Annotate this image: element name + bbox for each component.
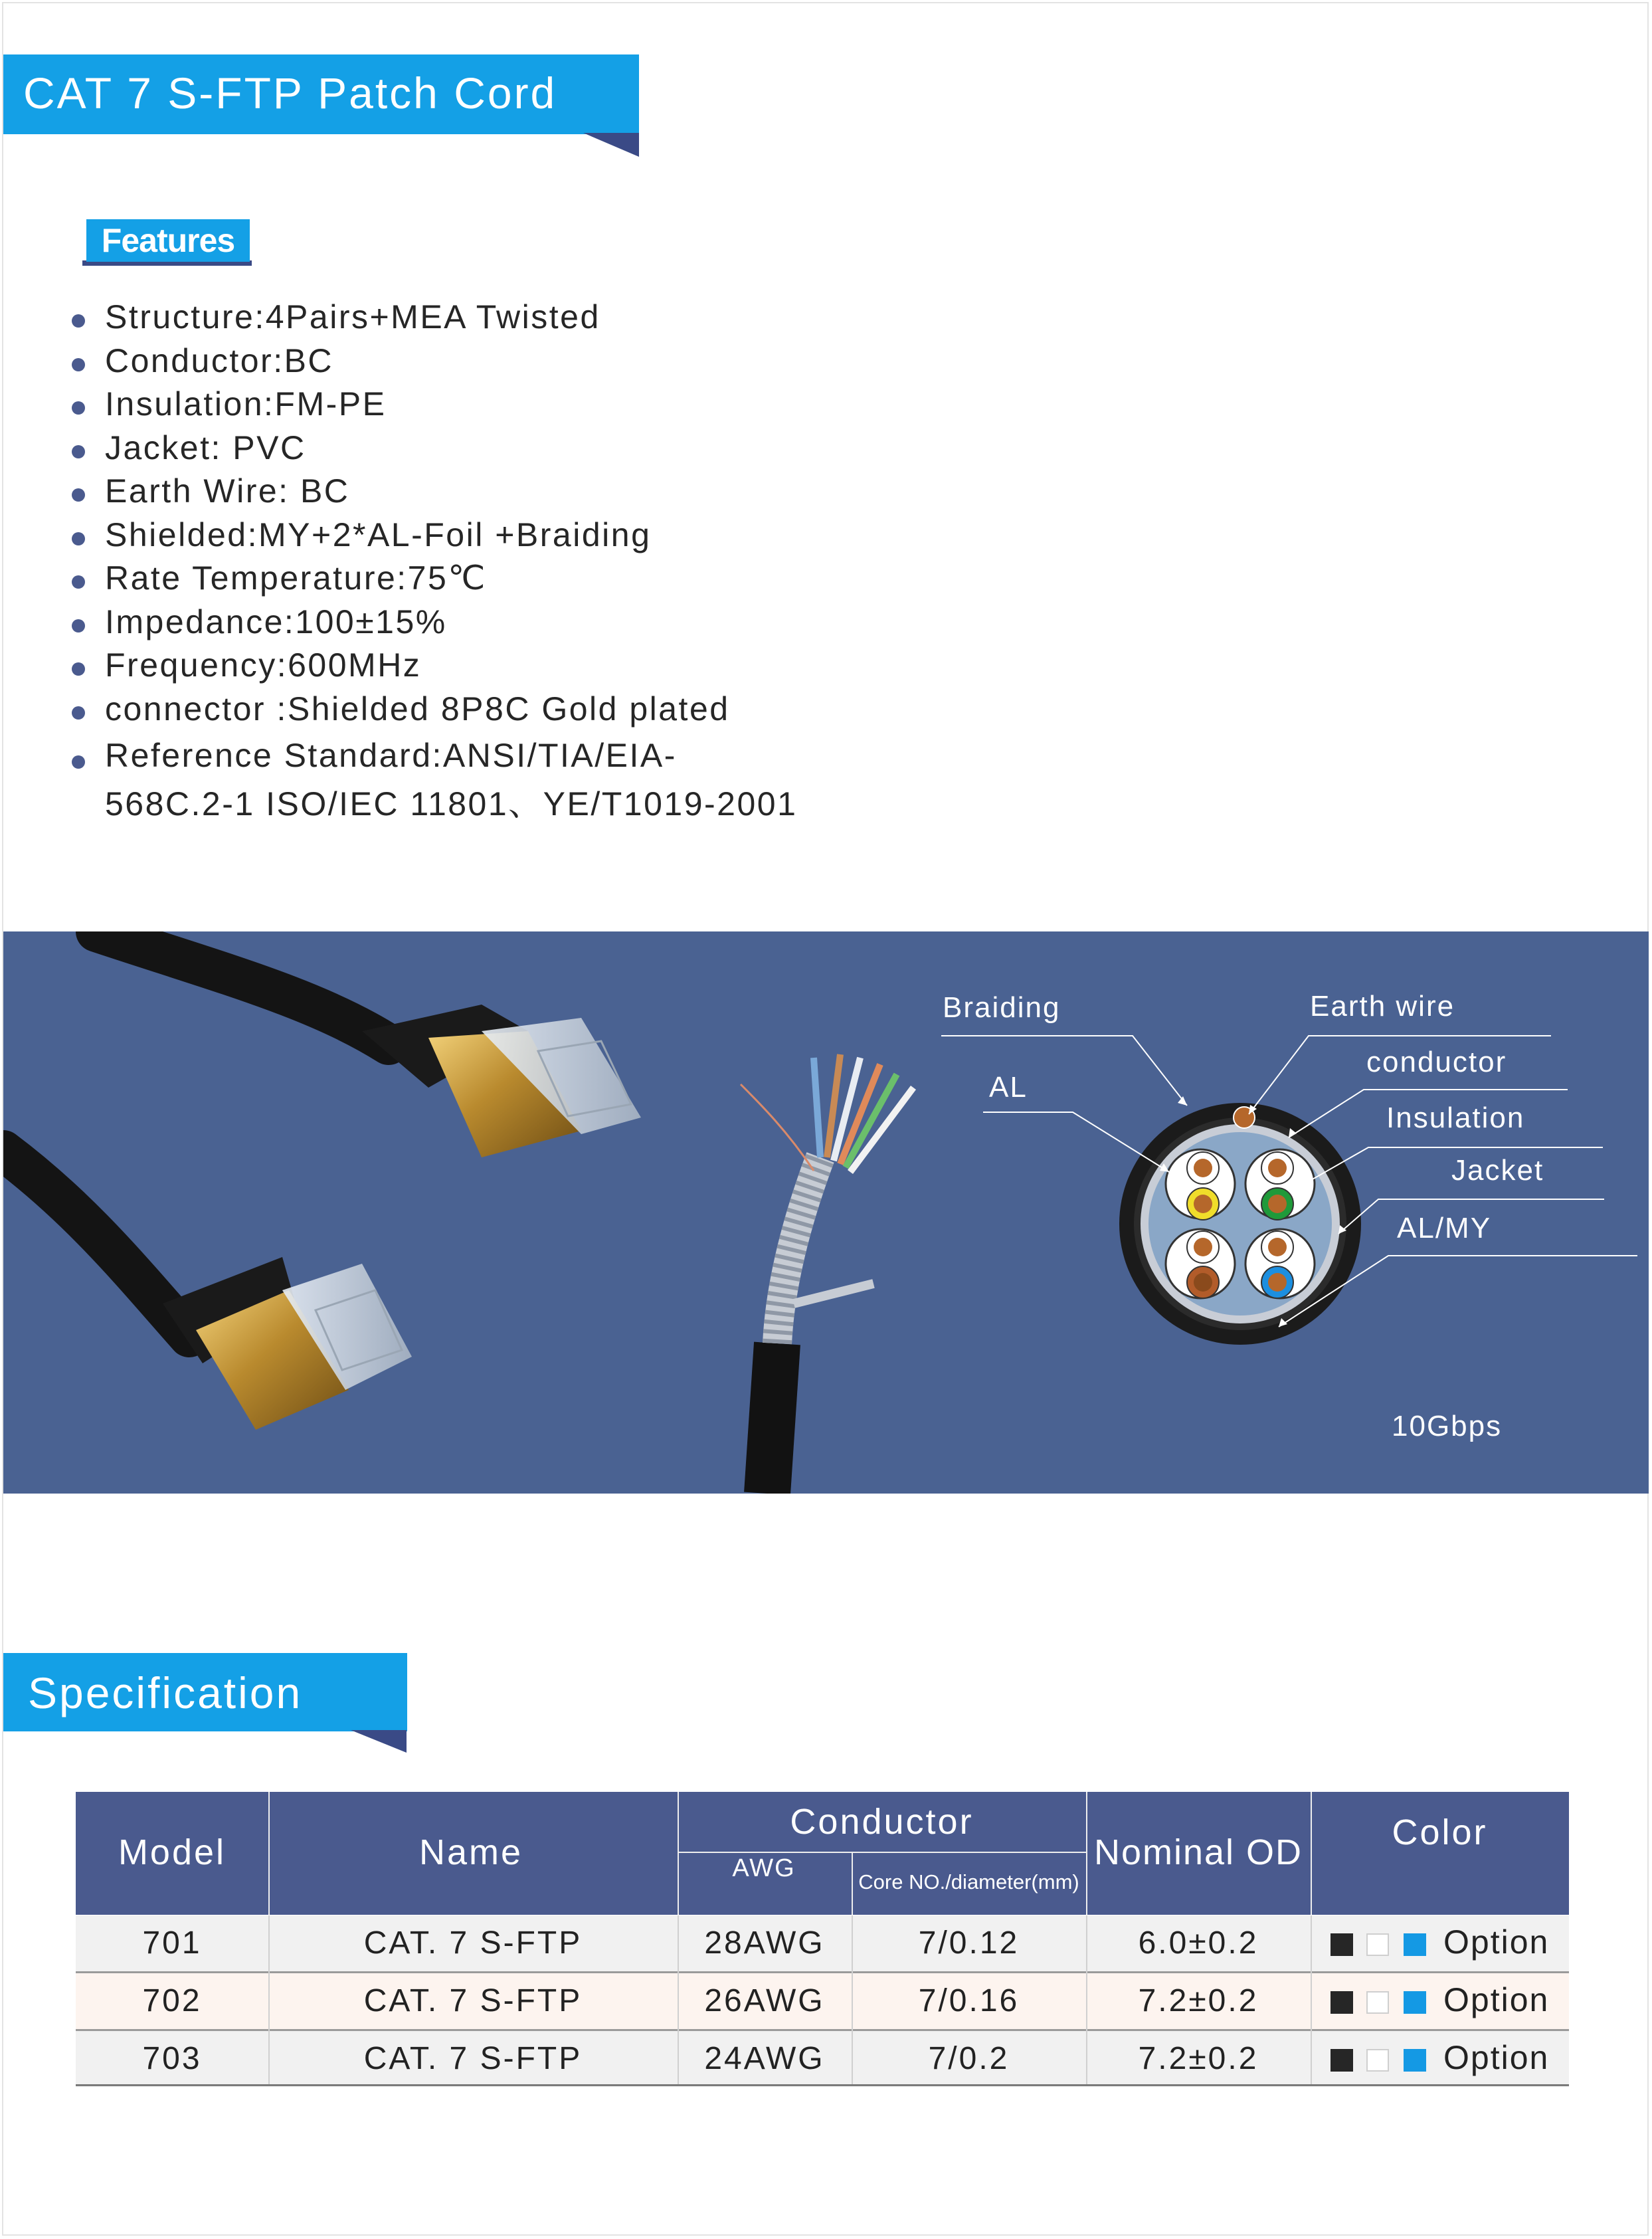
cell-awg: 24AWG <box>704 2041 825 2076</box>
header-color: Color <box>1392 1812 1488 1852</box>
column-divider <box>1086 1915 1087 2084</box>
header-divider <box>268 1792 270 1915</box>
feature-text: Impedance:100±15% <box>105 603 447 640</box>
features-tag: Features <box>86 219 250 262</box>
feature-item <box>72 514 935 556</box>
column-divider <box>1311 1915 1312 2084</box>
label-al-my: AL/MY <box>1397 1212 1492 1244</box>
color-option-label: Option <box>1443 2039 1550 2076</box>
cell-color <box>1311 1973 1569 2029</box>
label-earth-wire: Earth wire <box>1310 990 1455 1022</box>
white-swatch <box>1366 2049 1389 2072</box>
bullet-icon <box>72 445 85 458</box>
blue-swatch <box>1404 1991 1426 2014</box>
table-row <box>76 2031 1569 2087</box>
bullet-icon <box>72 619 85 633</box>
black-swatch <box>1331 2049 1353 2072</box>
specification-banner-tail <box>351 1730 407 1753</box>
header-divider <box>1086 1792 1087 1915</box>
black-swatch <box>1331 1991 1353 2014</box>
feature-text: Conductor:BC <box>105 341 334 379</box>
bullet-icon <box>72 706 85 720</box>
white-swatch <box>1366 1991 1389 2014</box>
color-option-label: Option <box>1443 1923 1550 1961</box>
specification-banner <box>3 1653 407 1731</box>
color-option-label: Option <box>1443 1981 1550 2018</box>
cell-name: CAT. 7 S-FTP <box>363 2041 583 2076</box>
header-conductor: Conductor <box>790 1802 974 1842</box>
cell-awg: 26AWG <box>704 1983 825 2018</box>
bullet-icon <box>72 575 85 589</box>
feature-item <box>72 470 935 512</box>
column-divider <box>678 1915 679 2084</box>
feature-item <box>72 427 935 469</box>
cell-od: 7.2±0.2 <box>1138 2041 1259 2076</box>
feature-text-continued: 568C.2-1 ISO/IEC 11801、YE/T1019-2001 <box>105 785 798 823</box>
feature-text: Shielded:MY+2*AL-Foil +Braiding <box>105 516 652 553</box>
cell-model: 702 <box>142 1983 202 2018</box>
header-divider <box>852 1853 853 1915</box>
cell-model: 703 <box>142 2041 202 2076</box>
cell-name: CAT. 7 S-FTP <box>363 1983 583 2018</box>
feature-item <box>72 557 935 599</box>
black-swatch <box>1331 1933 1353 1956</box>
label-conductor: conductor <box>1366 1046 1507 1078</box>
feature-item <box>72 644 935 686</box>
bullet-icon <box>72 314 85 328</box>
header-name: Name <box>418 1832 523 1872</box>
cell-od: 7.2±0.2 <box>1138 1983 1259 2018</box>
label-jacket: Jacket <box>1451 1154 1544 1187</box>
feature-text: Insulation:FM-PE <box>105 385 387 423</box>
feature-text: Jacket: PVC <box>105 429 306 466</box>
feature-item <box>72 688 935 730</box>
cell-core: 7/0.12 <box>918 1925 1020 1961</box>
column-divider <box>268 1915 270 2084</box>
feature-text: connector :Shielded 8P8C Gold plated <box>105 690 730 728</box>
label-braiding: Braiding <box>943 991 1061 1024</box>
feature-item <box>72 340 935 382</box>
feature-text: Earth Wire: BC <box>105 472 350 510</box>
stripped-cable <box>741 1054 913 1494</box>
feature-text: Frequency:600MHz <box>105 646 422 684</box>
cable-cross-section <box>1119 1103 1361 1345</box>
cell-color <box>1311 2031 1569 2087</box>
feature-item <box>72 296 935 338</box>
title-banner <box>3 54 639 134</box>
feature-text: Rate Temperature:75℃ <box>105 559 487 597</box>
label-insulation: Insulation <box>1386 1102 1525 1134</box>
bullet-icon <box>72 401 85 415</box>
table-row <box>76 1915 1569 1971</box>
feature-item <box>72 731 935 828</box>
specification-table <box>76 1792 1569 2086</box>
bullet-icon <box>72 488 85 502</box>
cell-color <box>1311 1915 1569 1971</box>
header-core: Core NO./diameter(mm) <box>858 1870 1079 1894</box>
label-al: AL <box>989 1071 1028 1104</box>
specification-title: Specification <box>28 1668 303 1717</box>
cell-od: 6.0±0.2 <box>1138 1925 1259 1961</box>
title-banner-tail <box>583 133 639 157</box>
cell-model: 701 <box>142 1925 202 1961</box>
header-awg: AWG <box>732 1854 796 1882</box>
bullet-icon <box>72 755 85 769</box>
bullet-icon <box>72 532 85 545</box>
rj45-connector-top <box>428 1018 641 1157</box>
bullet-icon <box>72 358 85 371</box>
feature-text: Reference Standard:ANSI/TIA/EIA- <box>105 736 677 774</box>
features-list <box>72 296 935 829</box>
white-swatch <box>1366 1933 1389 1956</box>
blue-swatch <box>1404 2049 1426 2072</box>
header-subdivider <box>678 1852 1086 1853</box>
page-title: CAT 7 S-FTP Patch Cord <box>23 68 557 118</box>
column-divider <box>852 1915 853 2084</box>
blue-swatch <box>1404 1933 1426 1956</box>
table-header <box>76 1792 1569 1915</box>
bullet-icon <box>72 662 85 676</box>
table-row <box>76 1973 1569 2029</box>
header-divider <box>1311 1792 1312 1915</box>
feature-item <box>72 383 935 425</box>
cell-core: 7/0.2 <box>928 2041 1010 2076</box>
cell-name: CAT. 7 S-FTP <box>363 1925 583 1961</box>
cell-core: 7/0.16 <box>918 1983 1020 2018</box>
speed-label: 10Gbps <box>1392 1410 1503 1442</box>
row-divider <box>76 2084 1569 2086</box>
header-divider <box>678 1792 679 1915</box>
header-nominal-od: Nominal OD <box>1093 1832 1303 1872</box>
header-model: Model <box>118 1832 227 1872</box>
feature-item <box>72 601 935 643</box>
cell-awg: 28AWG <box>704 1925 825 1961</box>
feature-text: Structure:4Pairs+MEA Twisted <box>105 298 600 336</box>
